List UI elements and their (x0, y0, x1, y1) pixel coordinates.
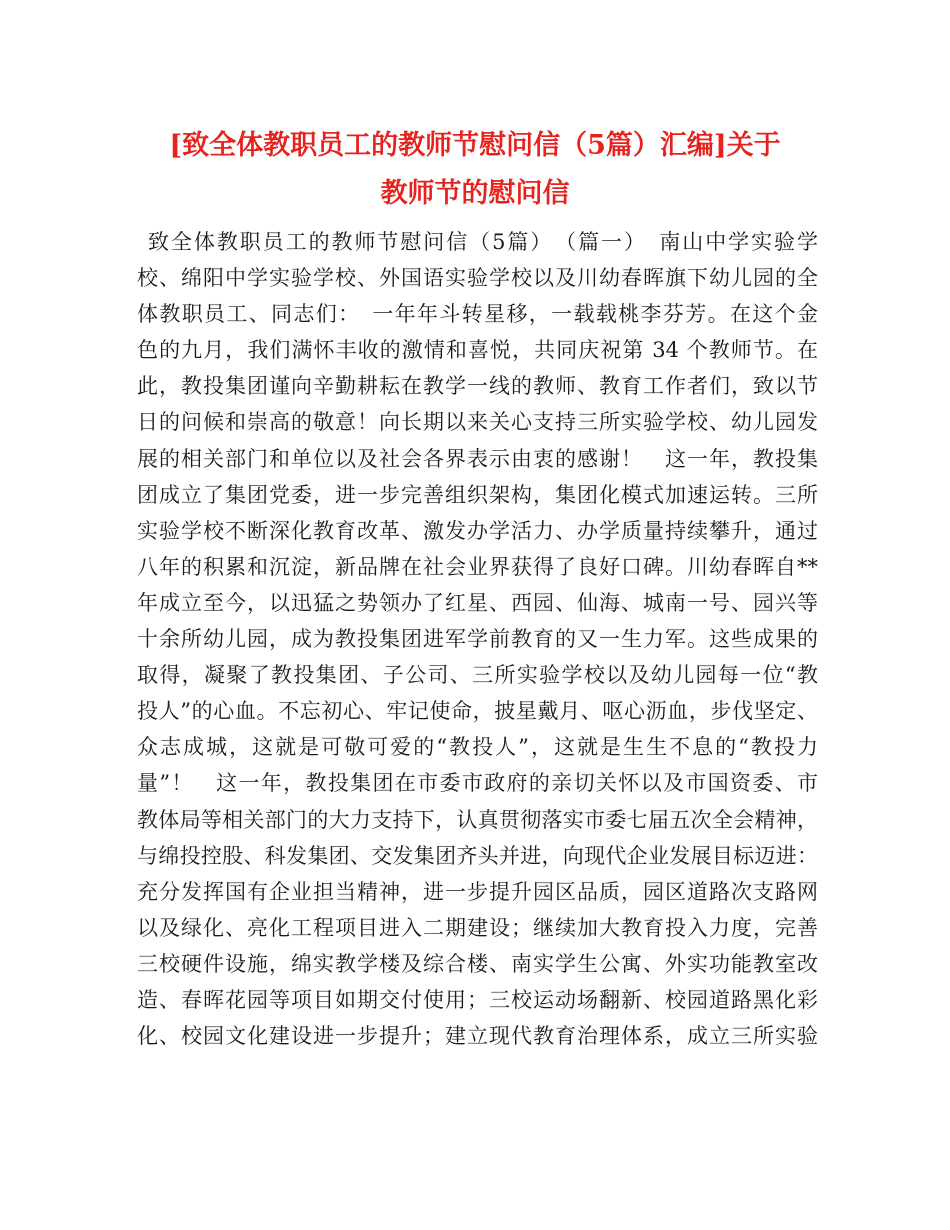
document-title (100, 122, 850, 218)
body-line: 展的相关部门和单位以及社会各界表示由衷的感谢！ 这一年，教投集 (137, 446, 818, 471)
body-line: 造、春晖花园等项目如期交付使用；三校运动场翻新、校园道路黑化彩 (137, 987, 818, 1012)
body-line: 色的九月，我们满怀丰收的激情和喜悦，共同庆祝第 34 个教师节。在 (137, 338, 818, 363)
body-line: 教体局等相关部门的大力支持下，认真贯彻落实市委七届五次全会精神， (137, 807, 818, 832)
title-line-2: 教师节的慰问信 (380, 178, 570, 209)
body-line: 日的问候和崇高的敬意！向长期以来关心支持三所实验学校、幼儿园发 (137, 410, 818, 435)
title-line-1: [致全体教职员工的教师节慰问信（5篇）汇编]关于 (169, 130, 781, 161)
body-line: 以及绿化、亮化工程项目进入二期建设；继续加大教育投入力度，完善 (137, 915, 818, 940)
body-line: 实验学校不断深化教育改革、激发办学活力、办学质量持续攀升，通过 (137, 518, 818, 543)
body-line: 团成立了集团党委，进一步完善组织架构，集团化模式加速运转。三所 (137, 482, 818, 507)
body-line: 校、绵阳中学实验学校、外国语实验学校以及川幼春晖旗下幼儿园的全 (137, 266, 818, 291)
document-body (137, 224, 818, 1054)
body-line: 众志成城，这就是可敬可爱的“教投人”，这就是生生不息的“教投力 (137, 735, 818, 760)
body-line: 八年的积累和沉淀，新品牌在社会业界获得了良好口碑。川幼春晖自** (137, 554, 818, 579)
body-line: 三校硬件设施，绵实教学楼及综合楼、南实学生公寓、外实功能教室改 (137, 951, 818, 976)
body-line: 量”！ 这一年，教投集团在市委市政府的亲切关怀以及市国资委、市 (137, 771, 818, 796)
body-line: 年成立至今，以迅猛之势领办了红星、西园、仙海、城南一号、园兴等 (137, 590, 818, 615)
body-line: 与绵投控股、科发集团、交发集团齐头并进，向现代企业发展目标迈进： (137, 843, 818, 868)
body-line: 此，教投集团谨向辛勤耕耘在教学一线的教师、教育工作者们，致以节 (137, 374, 818, 399)
body-line: 致全体教职员工的教师节慰问信（5篇） （篇一） 南山中学实验学 (148, 230, 818, 254)
body-line: 投人”的心血。不忘初心、牢记使命，披星戴月、呕心沥血，步伐坚定、 (137, 699, 818, 724)
body-line: 充分发挥国有企业担当精神，进一步提升园区品质，园区道路次支路网 (137, 879, 818, 904)
body-line: 体教职员工、同志们： 一年年斗转星移，一载载桃李芬芳。在这个金 (137, 302, 818, 327)
body-line: 十余所幼儿园，成为教投集团进军学前教育的又一生力军。这些成果的 (137, 627, 818, 652)
body-line: 取得，凝聚了教投集团、子公司、三所实验学校以及幼儿园每一位“教 (137, 663, 818, 688)
body-line: 化、校园文化建设进一步提升；建立现代教育治理体系，成立三所实验 (137, 1024, 818, 1049)
